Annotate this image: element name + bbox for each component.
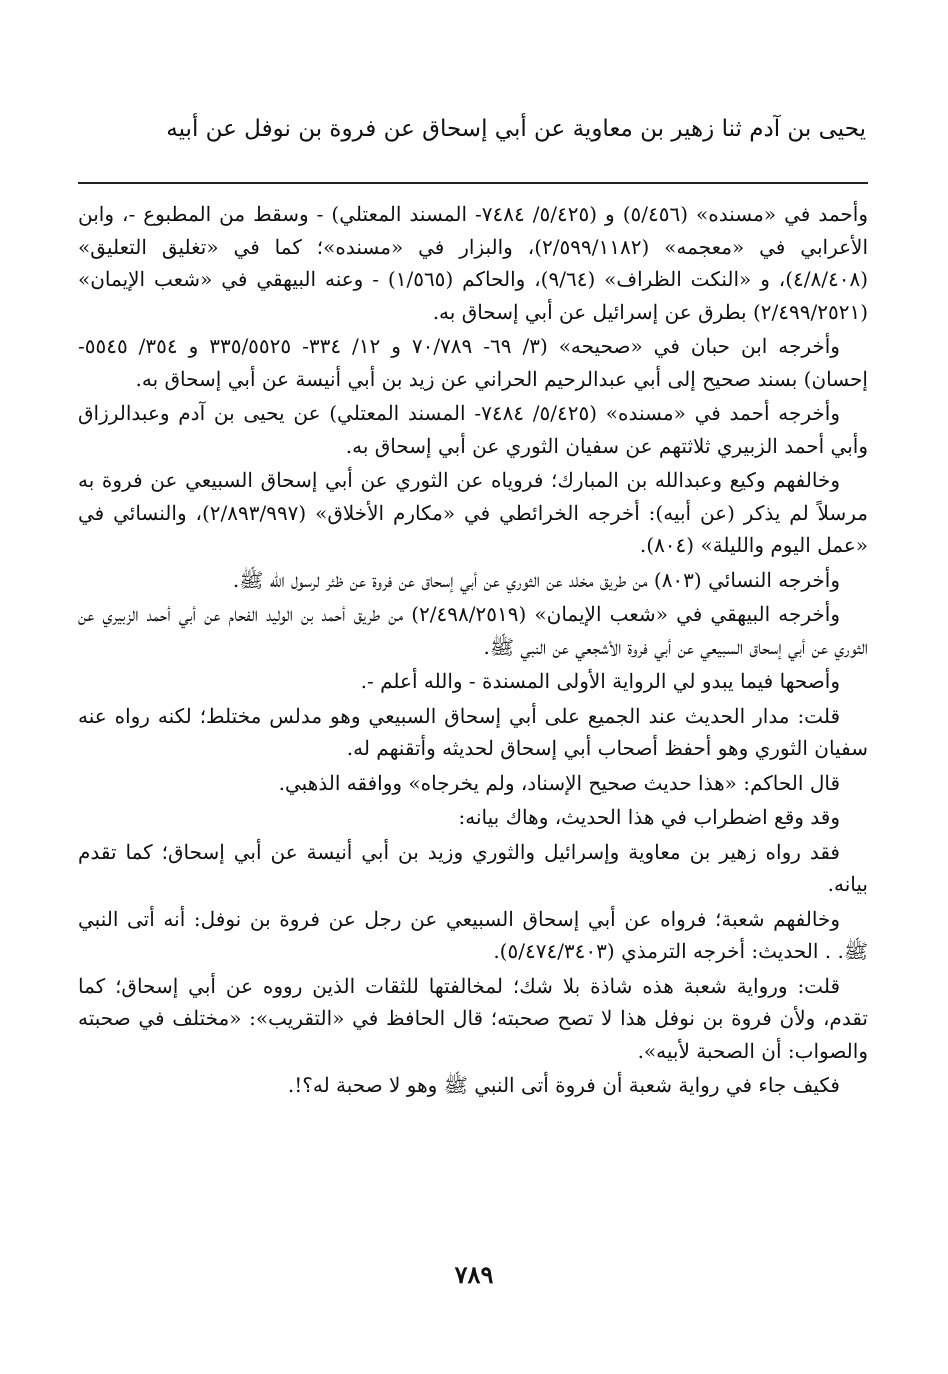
footnote-paragraph: وخالفهم وكيع وعبدالله بن المبارك؛ فروياه عن الثوري عن أبي إسحاق السبيعي عن فروة به مرسلاً لم يذكر (عن أبيه): أخرجه الخرائطي في «مكارم الأخلاق» (٢/٨٩٣/٩٩٧)، والنسائي في «عمل اليوم والليلة» (٨٠٤). [78, 468, 868, 557]
footnote-paragraph: وأخرجه أحمد في «مسنده» (٥/٤٢٥/ ٧٤٨٤- المسند المعتلي) عن يحيى بن آدم وعبدالرزاق وأبي أحمد الزبيري ثلاثتهم عن سفيان الثوري عن أبي إسحاق به. [78, 401, 868, 458]
footnote-paragraph: وأخرجه النسائي (٨٠٣) من طريق مخلد عن الثوري عن أبي إسحاق عن فروة عن ظئر لرسول الله ﷺ. [232, 567, 840, 592]
footnote-paragraph: وأحمد في «مسنده» (٥/٤٥٦) و (٥/٤٢٥/ ٧٤٨٤- المسند المعتلي) - وسقط من المطبوع -، وابن الأعرابي في «معجمه» (٢/٥٩٩/١١٨٢)، والبزار في «مسنده»؛ كما في «تغليق التعليق» (٤/٨/٤٠٨)، و «النكت الظراف» (٩/٦٤)، والحاكم (١/٥٦٥) - وعنه البيهقي في «شعب الإيمان» (٢/٤٩٩/٢٥٢١) بطرق عن إسرائيل عن أبي إسحاق به. [78, 202, 869, 324]
footnote-paragraph: قال الحاكم: «هذا حديث صحيح الإسناد، ولم يخرجاه» ووافقه الذهبي. [278, 770, 840, 795]
footnotes-section [78, 198, 868, 1104]
footnote-paragraph: وأصحها فيما يبدو لي الرواية الأولى المسندة - والله أعلم -. [360, 669, 840, 693]
footnote-paragraph: وقد وقع اضطراب في هذا الحديث، وهاك بيانه: [458, 805, 840, 829]
footnote-paragraph: وأخرجه البيهقي في «شعب الإيمان» (٢/٤٩٨/٢٥١٩) من طريق أحمد بن الوليد الفحام عن أبي أحمد الزبيري عن الثوري عن أبي إسحاق السبيعي عن أبي فروة الأشجعي عن النبي ﷺ. [78, 602, 868, 659]
footnote-separator [78, 182, 868, 184]
footnote-paragraph: فكيف جاء في رواية شعبة أن فروة أتى النبي ﷺ وهو لا صحبة له؟!. [287, 1073, 840, 1097]
footnote-paragraph: قلت: مدار الحديث عند الجميع على أبي إسحاق السبيعي وهو مدلس مختلط؛ لكنه رواه عنه سفيان الثوري وهو أحفظ أصحاب أبي إسحاق لحديثه وأتقنهم له. [78, 703, 868, 760]
footnote-paragraph: فقد رواه زهير بن معاوية وإسرائيل والثوري وزيد بن أبي أنيسة عن أبي إسحاق؛ كما تقدم بيانه. [78, 839, 868, 896]
footnote-paragraph: وخالفهم شعبة؛ فرواه عن أبي إسحاق السبيعي عن رجل عن فروة بن نوفل: أنه أتى النبي ﷺ. . الحديث: أخرجه الترمذي (٥/٤٧٤/٣٤٠٣). [78, 906, 868, 963]
footnote-paragraph: وأخرجه ابن حبان في «صحيحه» (٣/ ٦٩- ٧٠/٧٨٩ و ١٢/ ٣٣٤- ٣٣٥/٥٥٢٥ و ٣٥٤/ ٥٥٤٥- إحسان) بسند صحيح إلى أبي عبدالرحيم الحراني عن زيد بن أبي أنيسة عن أبي إسحاق به. [78, 334, 868, 391]
footnote-paragraph: قلت: ورواية شعبة هذه شاذة بلا شك؛ لمخالفتها للثقات الذين رووه عن أبي إسحاق؛ كما تقدم، ولأن فروة بن نوفل هذا لا تصح صحبته؛ قال الحافظ في «التقريب»: «مختلف في صحبته والصواب: أن الصحبة لأبيه». [78, 973, 868, 1063]
main-text-line: يحيى بن آدم ثنا زهير بن معاوية عن أبي إسحاق عن فروة بن نوفل عن أبيه [166, 116, 866, 142]
page-number: ٧٨٩ [454, 1260, 494, 1289]
